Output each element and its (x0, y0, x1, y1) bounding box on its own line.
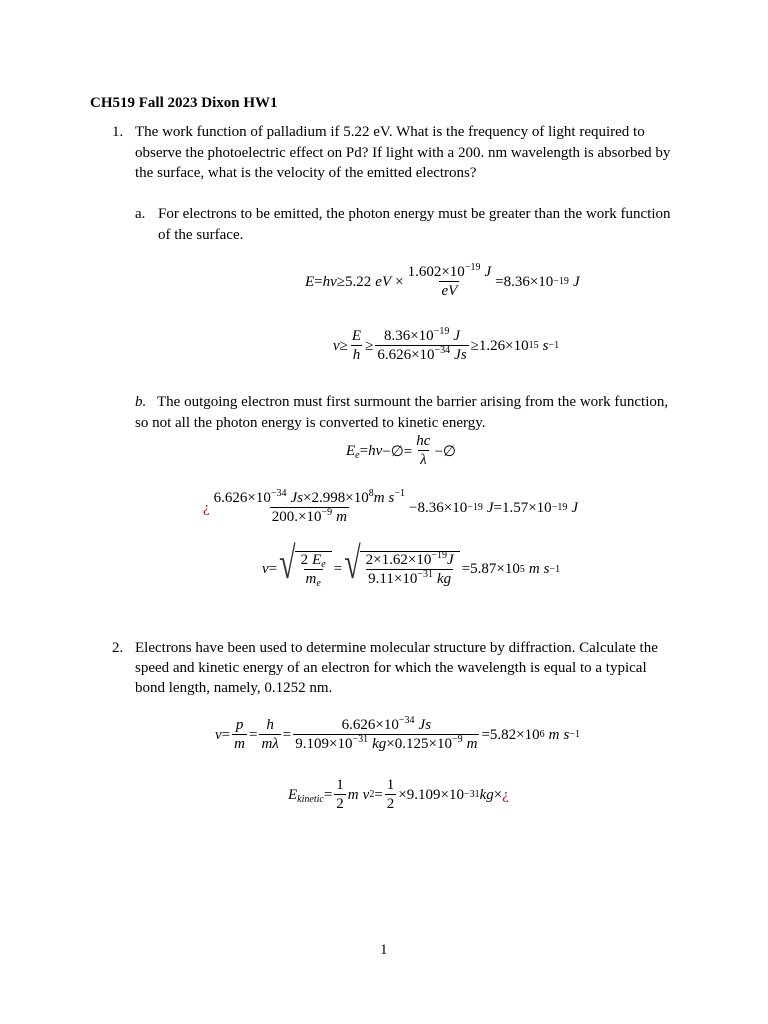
equation-electron-energy-value: ¿ $\frac{6.626\times 10^{-34} Js\times 2.998\times 10^8m s^{-1}}{200.\times 10^{-9} m}$ −8.36×10 −19 J =1.57×10 −19 J (203, 488, 578, 525)
missing-glyph-marker: ¿ (203, 499, 210, 516)
equation-kinetic-energy-q2: $E_{kinetic}$ = $\frac{1}{2}$ m v 2 = $\frac{1}{2}$ ×9.109×10 −31 kg × ¿ (288, 777, 509, 812)
equation-electron-velocity: v = √ $\frac{2 E_e}{m_e}$ = √ $\frac{2\times 1.62\times 10^{-19}J}{9.11\times 10^{-31} kg}$ =5.87×10 5 m s −1 (262, 538, 561, 589)
question-2-line-1: Electrons have been used to determine molecular structure by diffraction. Calculate the (135, 640, 658, 656)
part-a-line-1: For electrons to be emitted, the photon energy must be greater than the work function (158, 206, 671, 222)
part-a-label: a. (135, 206, 146, 222)
equation-photon-energy: E = hv ≥5.22 eV × $\frac{1.602\times 10^{-19} J}{eV}$ =8.36×10 −19 J (305, 262, 580, 299)
equation-kinetic-energy: $E_e$ = hv −∅= $\frac{hc}{\lambda}$ −∅ (346, 433, 456, 468)
question-1-line-2: observe the photoelectric effect on Pd? If light with a 200. nm wavelength is absorbed by (135, 145, 671, 161)
missing-glyph-marker-2: ¿ (502, 786, 509, 803)
question-2-number: 2. (112, 640, 124, 656)
part-b-label: b. (135, 394, 147, 410)
equation-de-broglie-speed: v = $\frac{p}{m}$ = $\frac{h}{m\lambda}$ = $\frac{6.626\times 10^{-34} Js}{9.109\times 10^{-31} kg\times 0.125\times 10^{-9} m}$ =5.82×10 6 m s −1 (215, 715, 580, 752)
equation-threshold-frequency: v ≥ $\frac{E}{h}$ ≥ $\frac{8.36\times 10^{-19} J}{6.626\times 10^{-34} Js}$ ≥1.26×10 15 s −1 (333, 326, 560, 363)
document-title: CH519 Fall 2023 Dixon HW1 (90, 95, 278, 111)
question-1-line-1: The work function of palladium if 5.22 eV. What is the frequency of light required to (135, 124, 645, 140)
part-b-line-1: The outgoing electron must first surmount the barrier arising from the work function, (157, 394, 669, 410)
page-number: 1 (380, 942, 388, 958)
question-2-line-2: speed and kinetic energy of an electron for which the wavelength is equal to a typical (135, 660, 647, 676)
question-1-number: 1. (112, 124, 124, 140)
part-a-line-2: of the surface. (158, 227, 244, 243)
question-2-line-3: bond length, namely, 0.1252 nm. (135, 680, 333, 696)
question-1-line-3: the surface, what is the velocity of the emitted electrons? (135, 165, 477, 181)
part-b-line-2: so not all the photon energy is converted to kinetic energy. (135, 415, 486, 431)
